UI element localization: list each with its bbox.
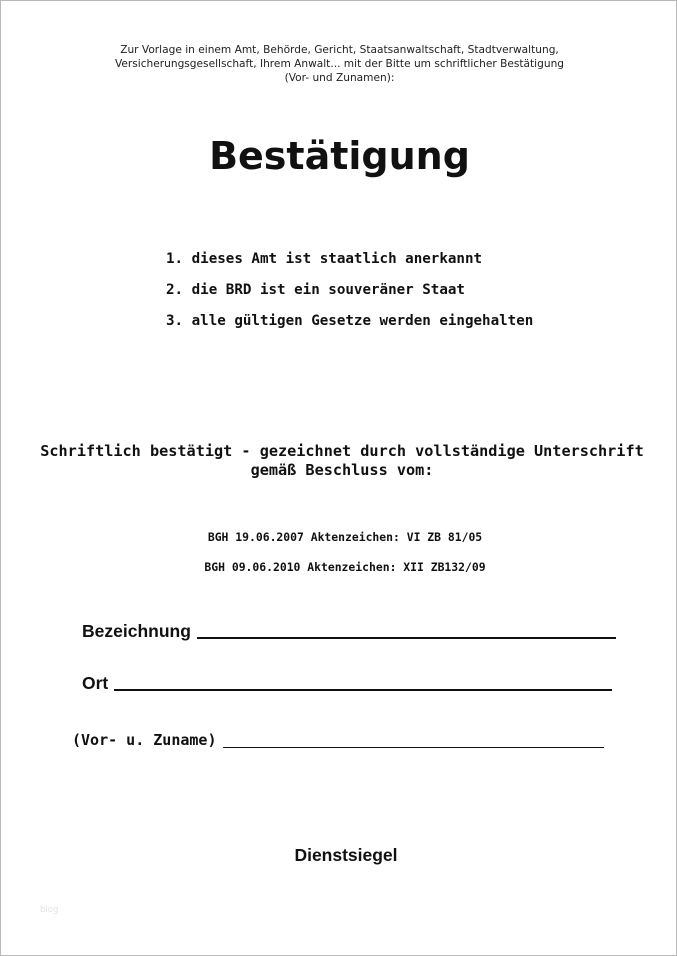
place-signature-line [114, 689, 612, 691]
designation-signature-line [197, 637, 616, 639]
document-title: Bestätigung [209, 134, 470, 178]
intro-line-3: (Vor- und Zunamen): [284, 72, 395, 84]
confirmation-line-2: gemäß Beschluss vom: [250, 461, 434, 479]
designation-label: Bezeichnung [82, 621, 191, 641]
intro-line-1: Zur Vorlage in einem Amt, Behörde, Gericht, Staatsanwaltschaft, Stadtverwaltung, [120, 44, 559, 56]
statement-item-1: 1. dieses Amt ist staatlich anerkannt [166, 251, 483, 267]
name-signature-line [223, 747, 604, 748]
intro-text [1, 43, 677, 85]
confirmation-text [1, 442, 677, 480]
ruling-2: BGH 09.06.2010 Aktenzeichen: XII ZB132/09 [204, 560, 486, 574]
designation-field [82, 620, 616, 642]
court-rulings [1, 528, 677, 588]
name-label: (Vor- u. Zuname) [72, 731, 217, 749]
name-field [72, 729, 604, 751]
confirmation-line-1: Schriftlich bestätigt - gezeichnet durch vollständige Unterschrift [40, 442, 644, 460]
place-field [82, 672, 612, 694]
place-label: Ort [82, 673, 109, 693]
statement-item-2: 2. die BRD ist ein souveräner Staat [166, 282, 465, 298]
official-seal-label: Dienstsiegel [294, 845, 398, 865]
statement-list [166, 249, 533, 342]
watermark: blog [40, 905, 59, 915]
intro-line-2: Versicherungsgesellschaft, Ihrem Anwalt... mit der Bitte um schriftlicher Bestätigung [114, 58, 565, 70]
statement-item-3: 3. alle gültigen Gesetze werden eingehalten [166, 313, 534, 329]
ruling-1: BGH 19.06.2007 Aktenzeichen: VI ZB 81/05 [207, 530, 483, 544]
